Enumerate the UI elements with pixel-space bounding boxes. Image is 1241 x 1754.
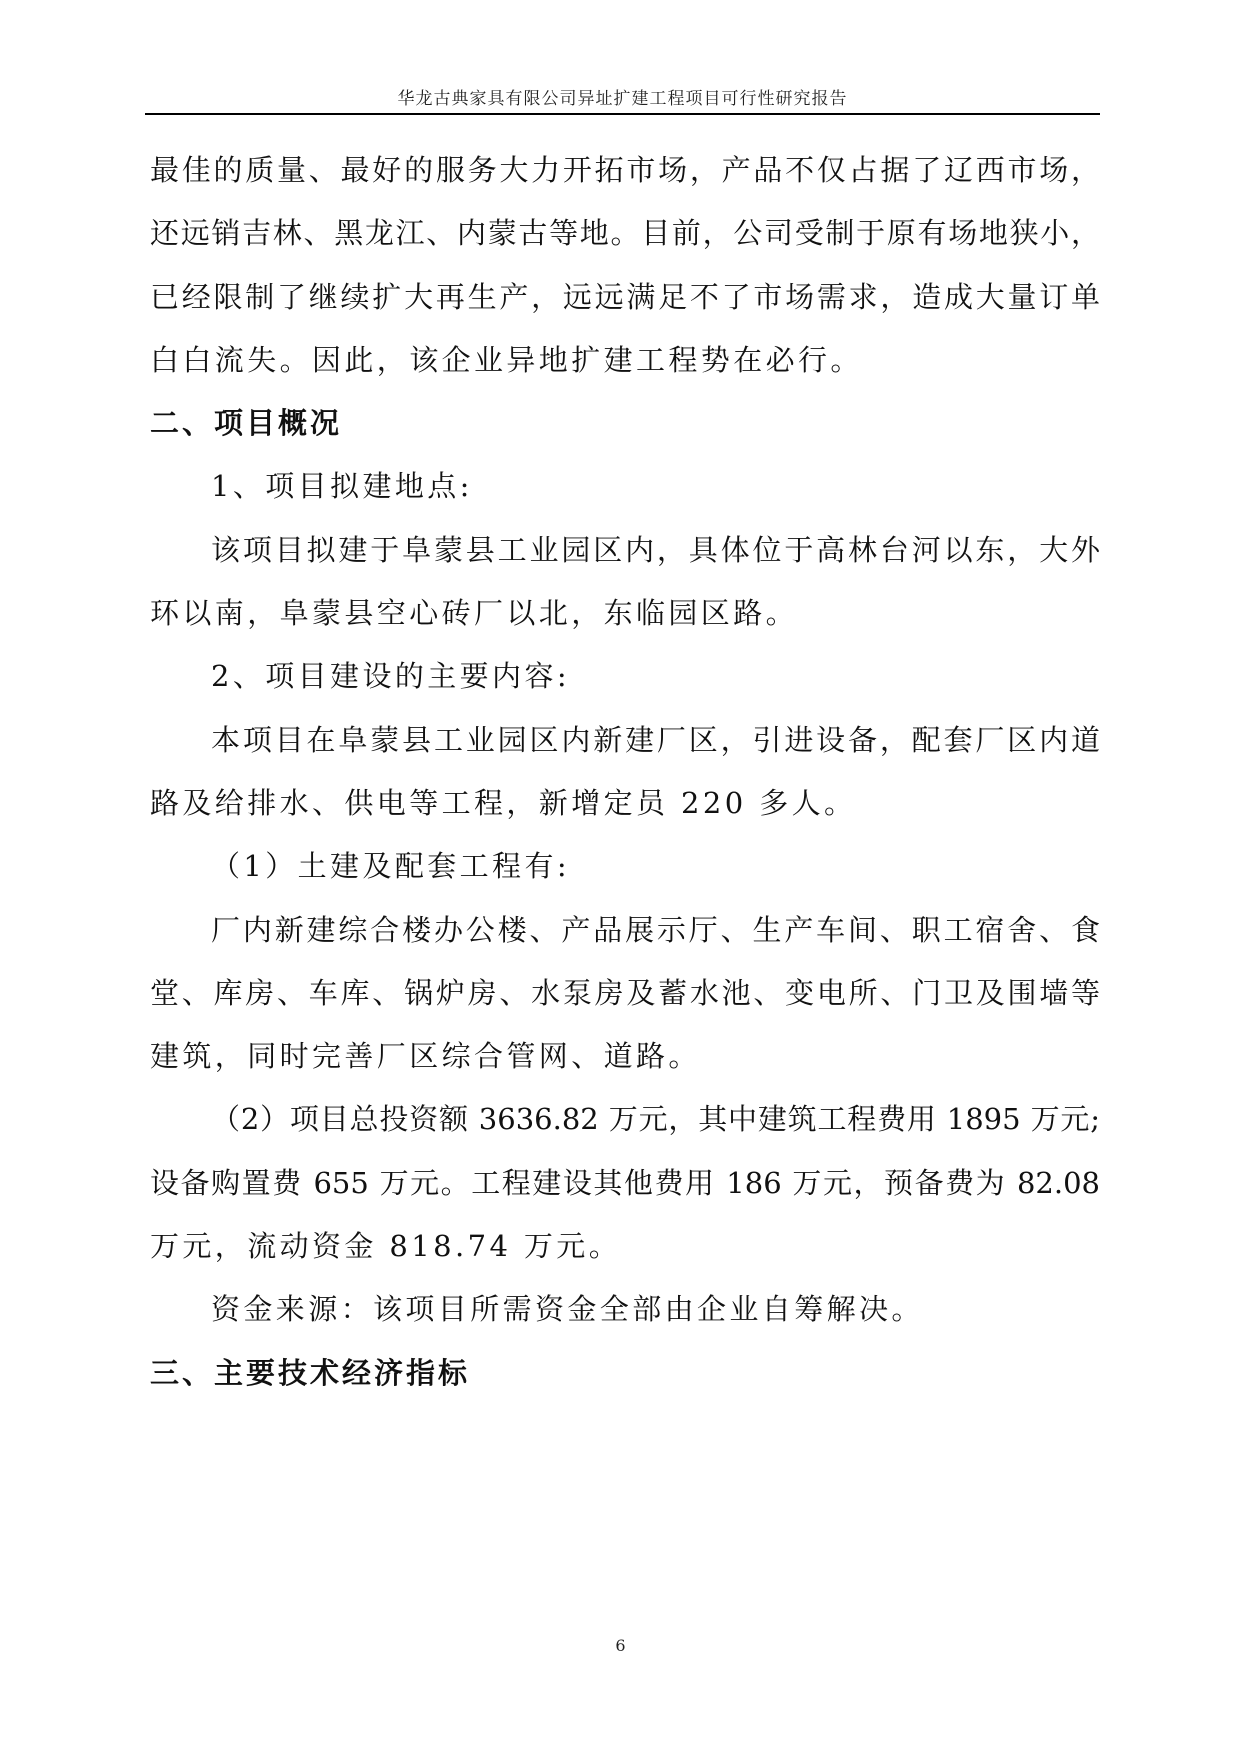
body-text — [150, 139, 1100, 1405]
paragraph-line: 建筑，同时完善厂区综合管网、道路。 — [150, 1039, 701, 1074]
page-number: 6 — [615, 1636, 626, 1655]
running-header: 华龙古典家具有限公司异址扩建工程项目可行性研究报告 — [397, 89, 848, 109]
paragraph-line: 设备购置费 655 万元。工程建设其他费用 186 万元，预备费为 82.08 — [150, 1165, 1100, 1200]
section-heading-technical-indicators: 三、主要技术经济指标 — [150, 1355, 471, 1390]
paragraph-line: 路及给排水、供电等工程，新增定员 220 多人。 — [150, 785, 857, 820]
subheading-main-content: 2、项目建设的主要内容: — [211, 659, 571, 694]
paragraph-line: 该项目拟建于阜蒙县工业园区内，具体位于高林台河以东，大外 — [211, 532, 1100, 567]
paragraph-line: 已经限制了继续扩大再生产，远远满足不了市场需求，造成大量订单 — [150, 279, 1100, 314]
paragraph-line: 厂内新建综合楼办公楼、产品展示厅、生产车间、职工宿舍、食 — [211, 912, 1100, 947]
paragraph-line-investment: （2）项目总投资额 3636.82 万元，其中建筑工程费用 1895 万元; — [211, 1102, 1100, 1137]
paragraph-line-funding-source: 资金来源：该项目所需资金全部由企业自筹解决。 — [211, 1292, 924, 1327]
section-heading-project-overview: 二、项目概况 — [150, 406, 343, 441]
paragraph-line: 本项目在阜蒙县工业园区内新建厂区，引进设备，配套厂区内道 — [211, 722, 1100, 757]
paragraph-line: 环以南，阜蒙县空心砖厂以北，东临园区路。 — [150, 596, 799, 631]
paragraph-line: 还远销吉林、黑龙江、内蒙古等地。目前，公司受制于原有场地狭小， — [150, 216, 1100, 251]
paragraph-line: 万元，流动资金 818.74 万元。 — [150, 1229, 622, 1264]
subheading-civil-works: （1）土建及配套工程有: — [211, 849, 571, 884]
header-rule — [145, 113, 1100, 115]
subheading-project-location: 1、项目拟建地点: — [211, 469, 473, 504]
paragraph-line: 堂、库房、车库、锅炉房、水泵房及蓄水池、变电所、门卫及围墙等 — [150, 975, 1100, 1010]
paragraph-line: 最佳的质量、最好的服务大力开拓市场，产品不仅占据了辽西市场， — [150, 153, 1100, 187]
paragraph-line: 白白流失。因此，该企业异地扩建工程势在必行。 — [150, 342, 863, 377]
